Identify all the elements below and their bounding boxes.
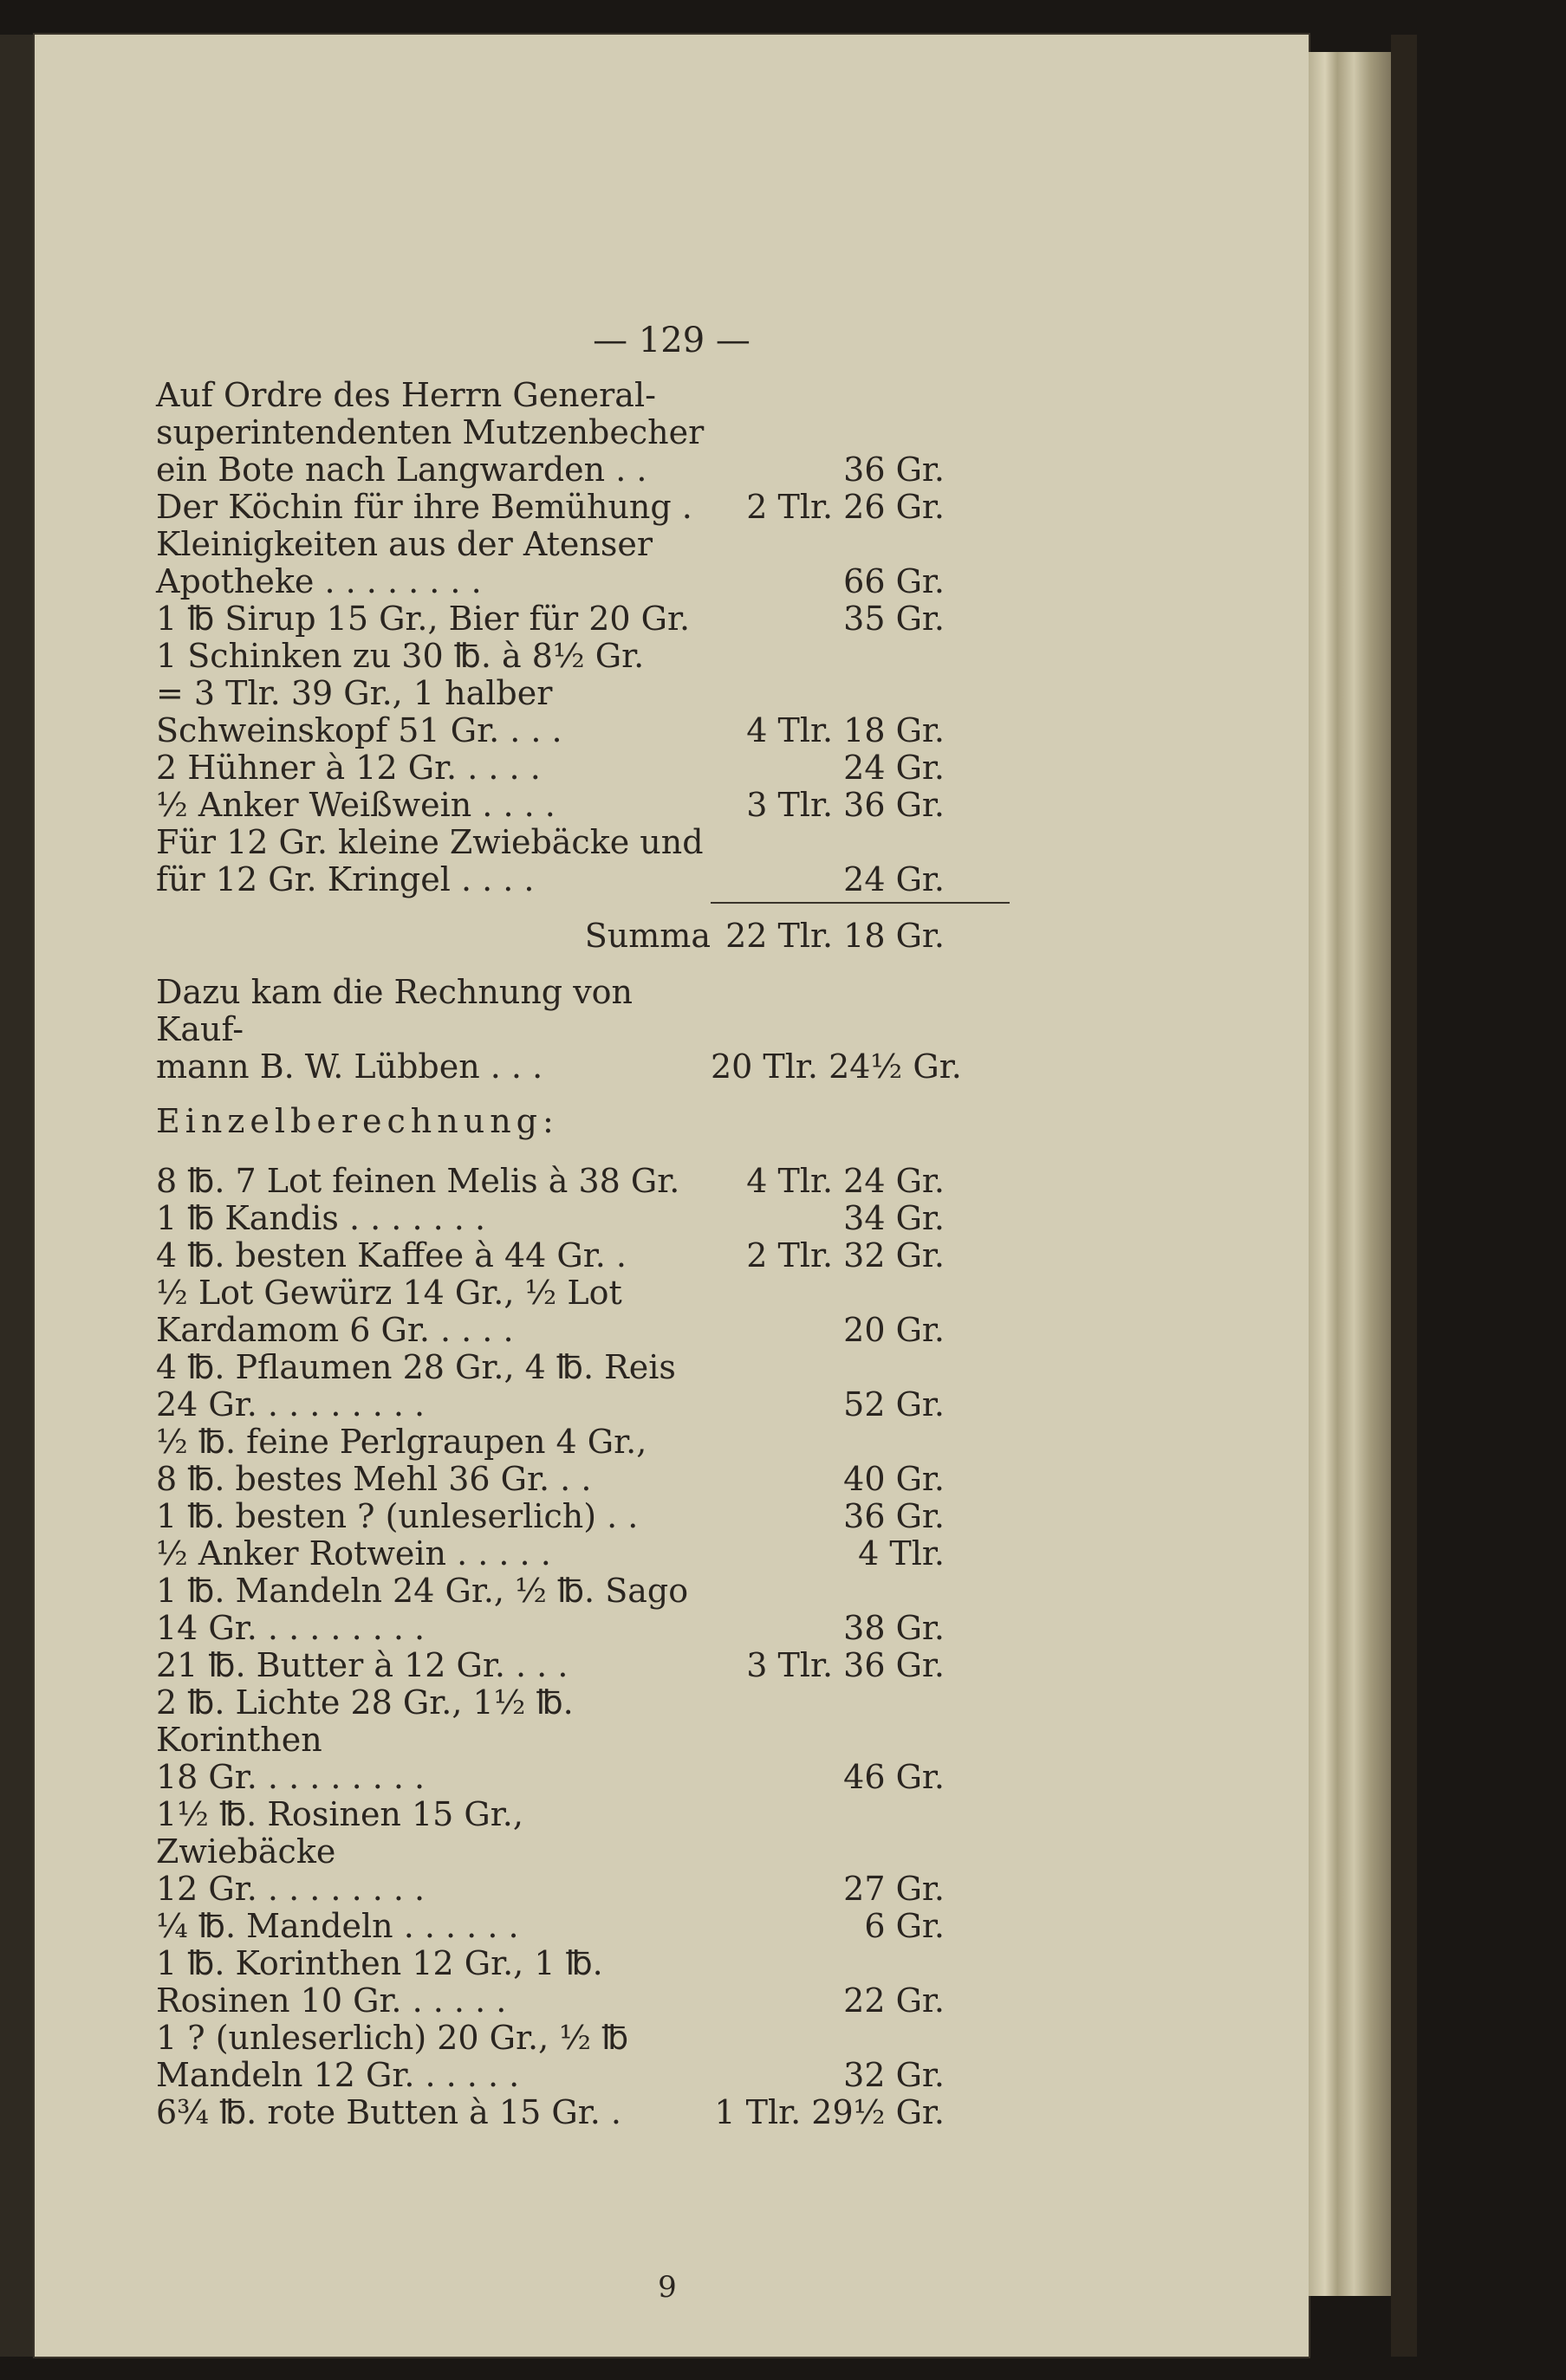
- expense-entry-amount: 3 Tlr. 36 Gr.: [746, 786, 945, 824]
- detail-entry: [156, 1647, 1153, 1684]
- detail-entry-text: 1 ? (unleserlich) 20 Gr., ½ ℔ Mandeln 12 Gr. . . . . .: [156, 2019, 629, 2094]
- expense-entry-amount: 66 Gr.: [843, 562, 945, 600]
- detail-entry-amount: 22 Gr.: [843, 1981, 945, 2020]
- invoice-entry: [156, 974, 1153, 1086]
- invoice-amount: 20 Tlr. 24½ Gr.: [711, 1047, 962, 1086]
- detail-entry-amount: 4 Tlr.: [858, 1534, 945, 1573]
- page-number: — 129 —: [593, 321, 751, 360]
- detail-entry: [156, 1908, 1153, 1945]
- detail-entry-amount: 52 Gr.: [843, 1385, 945, 1423]
- detail-entry: [156, 1796, 1153, 1908]
- detail-entry: [156, 1423, 1153, 1498]
- detail-entry-amount: 1 Tlr. 29½ Gr.: [714, 2093, 945, 2131]
- expense-entry-amount: 36 Gr.: [843, 451, 945, 489]
- detail-entry-text: 1 ℔. Korinthen 12 Gr., 1 ℔. Rosinen 10 Gr. . . . . .: [156, 1944, 603, 2020]
- detail-entry: [156, 1573, 1153, 1647]
- page-block-edge: [1309, 52, 1391, 2296]
- expense-entry-text: ½ Anker Weißwein . . . .: [156, 786, 556, 824]
- detail-entry-text: ½ Lot Gewürz 14 Gr., ½ Lot Kardamom 6 Gr. . . . .: [156, 1274, 622, 1349]
- expense-entry: [156, 489, 1153, 526]
- detail-entry-amount: 36 Gr.: [843, 1497, 945, 1535]
- detail-entry-amount: 34 Gr.: [843, 1199, 945, 1237]
- sum-label: Summa: [584, 917, 711, 955]
- detail-entry: [156, 1200, 1153, 1237]
- detail-entry-amount: 27 Gr.: [843, 1870, 945, 1908]
- detail-entry-text: 1½ ℔. Rosinen 15 Gr., Zwiebäcke 12 Gr. . . . . . . . .: [156, 1795, 523, 1908]
- book-spine: [1391, 35, 1417, 2357]
- expense-entry-text: Für 12 Gr. kleine Zwiebäcke und für 12 Gr. Kringel . . . .: [156, 823, 704, 898]
- expense-entry-text: 2 Hühner à 12 Gr. . . . .: [156, 749, 541, 787]
- section-heading: Einzelberechnung:: [156, 1102, 559, 1140]
- detail-entry-text: 1 ℔ Kandis . . . . . . .: [156, 1199, 486, 1237]
- detail-entry-text: ½ Anker Rotwein . . . . .: [156, 1534, 551, 1573]
- detail-entry: [156, 1945, 1153, 2020]
- detail-entry-text: 1 ℔. besten ? (unleserlich) . .: [156, 1497, 639, 1535]
- page-content: [156, 377, 1153, 2131]
- book-page: [35, 35, 1309, 2357]
- detail-entry-amount: 6 Gr.: [864, 1907, 945, 1945]
- detail-entry-amount: 46 Gr.: [843, 1758, 945, 1796]
- sum-rule: [711, 902, 1010, 904]
- expense-entry-text: Auf Ordre des Herrn General- superintendenten Mutzenbecher ein Bote nach Langwarden . .: [156, 376, 705, 489]
- detail-entry-text: 1 ℔. Mandeln 24 Gr., ½ ℔. Sago 14 Gr. . . . . . . . .: [156, 1572, 689, 1647]
- detail-entry-amount: 40 Gr.: [843, 1460, 945, 1498]
- detail-entry-text: 4 ℔. Pflaumen 28 Gr., 4 ℔. Reis 24 Gr. . . . . . . . .: [156, 1348, 676, 1423]
- detail-entry: [156, 1349, 1153, 1423]
- detail-entry-text: 21 ℔. Butter à 12 Gr. . . .: [156, 1646, 569, 1684]
- expense-entry: [156, 377, 1153, 489]
- detail-entry-text: 6¾ ℔. rote Butten à 15 Gr. .: [156, 2093, 621, 2131]
- expense-entry: [156, 600, 1153, 638]
- detail-entry: [156, 1163, 1153, 1200]
- detail-entry-text: 4 ℔. besten Kaffee à 44 Gr. .: [156, 1236, 627, 1274]
- expense-entry-amount: 4 Tlr. 18 Gr.: [746, 711, 945, 749]
- expense-entry-text: 1 Schinken zu 30 ℔. à 8½ Gr. = 3 Tlr. 39 Gr., 1 halber Schweinskopf 51 Gr. . . .: [156, 637, 645, 749]
- detail-entry-text: ½ ℔. feine Perlgraupen 4 Gr., 8 ℔. bestes Mehl 36 Gr. . .: [156, 1423, 647, 1498]
- expense-entry-text: 1 ℔ Sirup 15 Gr., Bier für 20 Gr.: [156, 600, 691, 638]
- detail-entry: [156, 1237, 1153, 1274]
- expense-entry-amount: 2 Tlr. 26 Gr.: [746, 488, 945, 526]
- expense-entry: [156, 787, 1153, 824]
- detail-entry-amount: 4 Tlr. 24 Gr.: [746, 1162, 945, 1200]
- detail-entry: [156, 1274, 1153, 1349]
- left-page-edge: [0, 35, 35, 2357]
- detail-entry: [156, 1684, 1153, 1796]
- detail-entry-amount: 2 Tlr. 32 Gr.: [746, 1236, 945, 1274]
- detail-entry: [156, 1498, 1153, 1535]
- expense-entry-amount: 24 Gr.: [843, 860, 945, 898]
- expense-entry-text: Der Köchin für ihre Bemühung .: [156, 488, 692, 526]
- detail-entry: [156, 1535, 1153, 1573]
- expense-list: [156, 377, 1153, 898]
- detail-entry-amount: 38 Gr.: [843, 1609, 945, 1647]
- detail-entry: [156, 2020, 1153, 2094]
- sum-row: [156, 918, 1153, 955]
- detail-entry-text: 2 ℔. Lichte 28 Gr., 1½ ℔. Korinthen 18 Gr. . . . . . . . .: [156, 1683, 574, 1796]
- invoice-text: Dazu kam die Rechnung von Kauf- mann B. W. Lübben . . .: [156, 973, 634, 1086]
- signature-mark: 9: [658, 2270, 677, 2305]
- detail-entry-text: 8 ℔. 7 Lot feinen Melis à 38 Gr.: [156, 1162, 680, 1200]
- expense-entry-text: Kleinigkeiten aus der Atenser Apotheke . . . . . . . .: [156, 525, 653, 600]
- expense-entry: [156, 749, 1153, 787]
- detail-entry-amount: 3 Tlr. 36 Gr.: [746, 1646, 945, 1684]
- expense-entry-amount: 24 Gr.: [843, 749, 945, 787]
- expense-entry: [156, 638, 1153, 749]
- expense-entry: [156, 824, 1153, 898]
- detail-entry: [156, 2094, 1153, 2131]
- expense-entry-amount: 35 Gr.: [843, 600, 945, 638]
- sum-amount: 22 Tlr. 18 Gr.: [725, 917, 945, 955]
- detail-list: [156, 1163, 1153, 2131]
- detail-entry-amount: 32 Gr.: [843, 2056, 945, 2094]
- expense-entry: [156, 526, 1153, 600]
- detail-entry-amount: 20 Gr.: [843, 1311, 945, 1349]
- detail-entry-text: ¼ ℔. Mandeln . . . . . .: [156, 1907, 519, 1945]
